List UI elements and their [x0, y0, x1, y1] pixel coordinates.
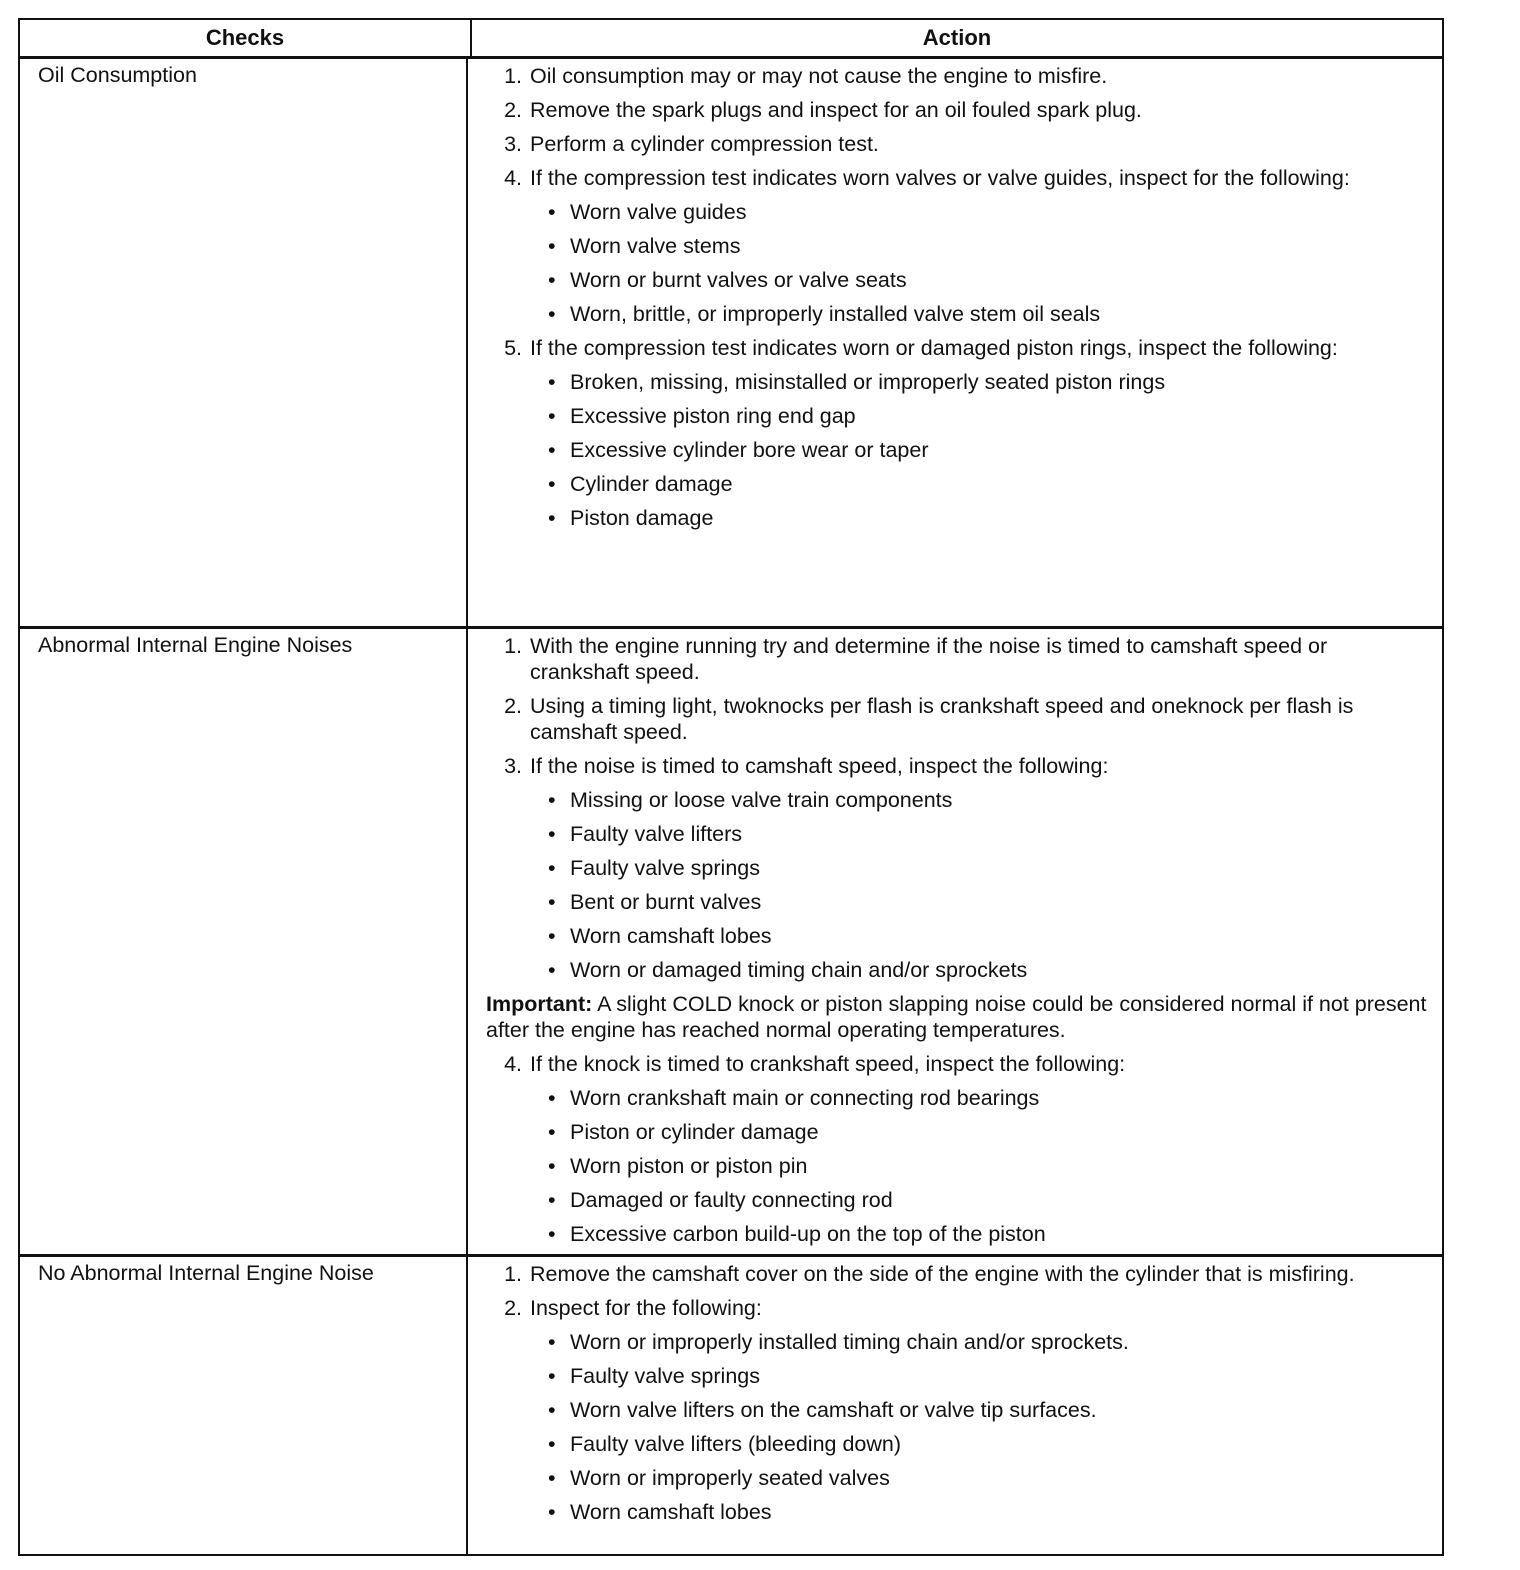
bullet-text: Worn or burnt valves or valve seats [570, 268, 907, 292]
bullet-item [486, 1431, 1428, 1457]
step-item [486, 633, 1428, 685]
bullet-icon: • [548, 506, 556, 530]
step-text: Perform a cylinder compression test. [530, 132, 879, 156]
step-text: If the knock is timed to crankshaft speed, inspect the following: [530, 1052, 1126, 1076]
step-text: If the compression test indicates worn or damaged piston rings, inspect the following: [530, 336, 1338, 360]
bullet-item [486, 1397, 1428, 1423]
bullet-text: Worn camshaft lobes [570, 1500, 772, 1524]
bullet-text: Worn, brittle, or improperly installed valve stem oil seals [570, 302, 1101, 326]
bullet-icon: • [548, 1364, 556, 1388]
step-number: 2. [504, 694, 522, 718]
bullet-icon: • [548, 404, 556, 428]
bullet-text: Worn camshaft lobes [570, 924, 772, 948]
bullet-text: Bent or burnt valves [570, 890, 762, 914]
bullet-item [486, 957, 1428, 983]
bullet-icon: • [548, 1188, 556, 1212]
step-item [486, 1051, 1428, 1077]
bullet-icon: • [548, 1154, 556, 1178]
bullet-item [486, 855, 1428, 881]
bullet-icon: • [548, 268, 556, 292]
bullet-item [486, 821, 1428, 847]
bullet-item [486, 889, 1428, 915]
bullet-icon: • [548, 1432, 556, 1456]
bullet-text: Worn valve guides [570, 200, 747, 224]
step-number: 4. [504, 166, 522, 190]
step-number: 1. [504, 634, 522, 658]
bullet-item [486, 267, 1428, 293]
bullet-icon: • [548, 370, 556, 394]
bullet-text: Piston or cylinder damage [570, 1120, 819, 1144]
bullet-icon: • [548, 822, 556, 846]
bullet-text: Worn or improperly installed timing chain and/or sprockets. [570, 1330, 1129, 1354]
bullet-text: Faulty valve springs [570, 1364, 760, 1388]
bullet-item [486, 233, 1428, 259]
step-item [486, 131, 1428, 157]
step-number: 2. [504, 1296, 522, 1320]
bullet-text: Missing or loose valve train components [570, 788, 953, 812]
table-row [20, 626, 1442, 1254]
step-number: 1. [504, 64, 522, 88]
bullet-item [486, 1153, 1428, 1179]
bullet-icon: • [548, 302, 556, 326]
bullet-icon: • [548, 788, 556, 812]
step-text: Remove the camshaft cover on the side of the engine with the cylinder that is misfiring. [530, 1262, 1355, 1286]
bullet-text: Faulty valve lifters [570, 822, 743, 846]
bullet-text: Excessive piston ring end gap [570, 404, 856, 428]
bullet-item [486, 1187, 1428, 1213]
bullet-text: Worn valve lifters on the camshaft or valve tip surfaces. [570, 1398, 1097, 1422]
bullet-item [486, 1465, 1428, 1491]
bullet-icon: • [548, 1120, 556, 1144]
bullet-icon: • [548, 438, 556, 462]
check-cell: No Abnormal Internal Engine Noise [20, 1257, 468, 1554]
step-text: If the noise is timed to camshaft speed, inspect the following: [530, 754, 1109, 778]
bullet-text: Worn or improperly seated valves [570, 1466, 890, 1490]
bullet-icon: • [548, 472, 556, 496]
step-item [486, 97, 1428, 123]
step-text: Using a timing light, twoknocks per flash is crankshaft speed and oneknock per flash is camshaft speed. [530, 694, 1354, 744]
check-cell: Abnormal Internal Engine Noises [20, 629, 468, 1254]
diagnostic-table [18, 18, 1444, 1556]
bullet-item [486, 301, 1428, 327]
bullet-icon: • [548, 958, 556, 982]
bullet-text: Worn piston or piston pin [570, 1154, 808, 1178]
bullet-text: Damaged or faulty connecting rod [570, 1188, 893, 1212]
bullet-icon: • [548, 200, 556, 224]
step-text: If the compression test indicates worn valves or valve guides, inspect for the following: [530, 166, 1350, 190]
step-item [486, 1261, 1428, 1287]
bullet-icon: • [548, 1086, 556, 1110]
bullet-item [486, 1363, 1428, 1389]
header-action: Action [922, 25, 992, 50]
bullet-item [486, 787, 1428, 813]
bullet-icon: • [548, 890, 556, 914]
step-text: Inspect for the following: [530, 1296, 762, 1320]
step-item [486, 335, 1428, 361]
note-label: Important: [486, 992, 593, 1016]
step-item [486, 63, 1428, 89]
action-cell [468, 1257, 1442, 1554]
step-number: 3. [504, 132, 522, 156]
bullet-item [486, 1119, 1428, 1145]
bullet-text: Cylinder damage [570, 472, 733, 496]
bullet-icon: • [548, 1500, 556, 1524]
bullet-item [486, 505, 1428, 531]
step-item [486, 753, 1428, 779]
bullet-item [486, 199, 1428, 225]
step-text: Oil consumption may or may not cause the engine to misfire. [530, 64, 1108, 88]
step-text: Remove the spark plugs and inspect for an oil fouled spark plug. [530, 98, 1142, 122]
bullet-text: Faulty valve lifters (bleeding down) [570, 1432, 902, 1456]
note-text: A slight COLD knock or piston slapping noise could be considered normal if not present after the engine has reached normal operating temperatures. [486, 992, 1427, 1042]
bullet-icon: • [548, 1466, 556, 1490]
bullet-item [486, 369, 1428, 395]
bullet-icon: • [548, 234, 556, 258]
bullet-text: Broken, missing, misinstalled or improperly seated piston rings [570, 370, 1166, 394]
step-number: 3. [504, 754, 522, 778]
bullet-item [486, 1329, 1428, 1355]
bullet-icon: • [548, 1398, 556, 1422]
bullet-item [486, 471, 1428, 497]
bullet-text: Faulty valve springs [570, 856, 760, 880]
step-number: 2. [504, 98, 522, 122]
step-text: With the engine running try and determine if the noise is timed to camshaft speed or crankshaft speed. [530, 634, 1328, 684]
bullet-text: Piston damage [570, 506, 714, 530]
step-number: 1. [504, 1262, 522, 1286]
step-number: 4. [504, 1052, 522, 1076]
bullet-item [486, 1221, 1428, 1247]
header-checks: Checks [20, 20, 472, 56]
table-header [20, 20, 1442, 59]
action-cell [468, 629, 1442, 1254]
bullet-text: Worn or damaged timing chain and/or sprockets [570, 958, 1028, 982]
important-note [486, 991, 1428, 1043]
check-cell: Oil Consumption [20, 59, 468, 626]
bullet-icon: • [548, 856, 556, 880]
step-item [486, 1295, 1428, 1321]
bullet-item [486, 1499, 1428, 1525]
bullet-item [486, 923, 1428, 949]
table-row [20, 59, 1442, 626]
bullet-text: Excessive cylinder bore wear or taper [570, 438, 929, 462]
bullet-text: Worn valve stems [570, 234, 741, 258]
bullet-icon: • [548, 1330, 556, 1354]
bullet-text: Excessive carbon build-up on the top of the piston [570, 1222, 1046, 1246]
bullet-text: Worn crankshaft main or connecting rod bearings [570, 1086, 1040, 1110]
bullet-item [486, 437, 1428, 463]
step-item [486, 165, 1428, 191]
table-row [20, 1254, 1442, 1554]
step-item [486, 693, 1428, 745]
bullet-icon: • [548, 1222, 556, 1246]
bullet-item [486, 403, 1428, 429]
action-cell [468, 59, 1442, 626]
bullet-item [486, 1085, 1428, 1111]
bullet-icon: • [548, 924, 556, 948]
step-number: 5. [504, 336, 522, 360]
